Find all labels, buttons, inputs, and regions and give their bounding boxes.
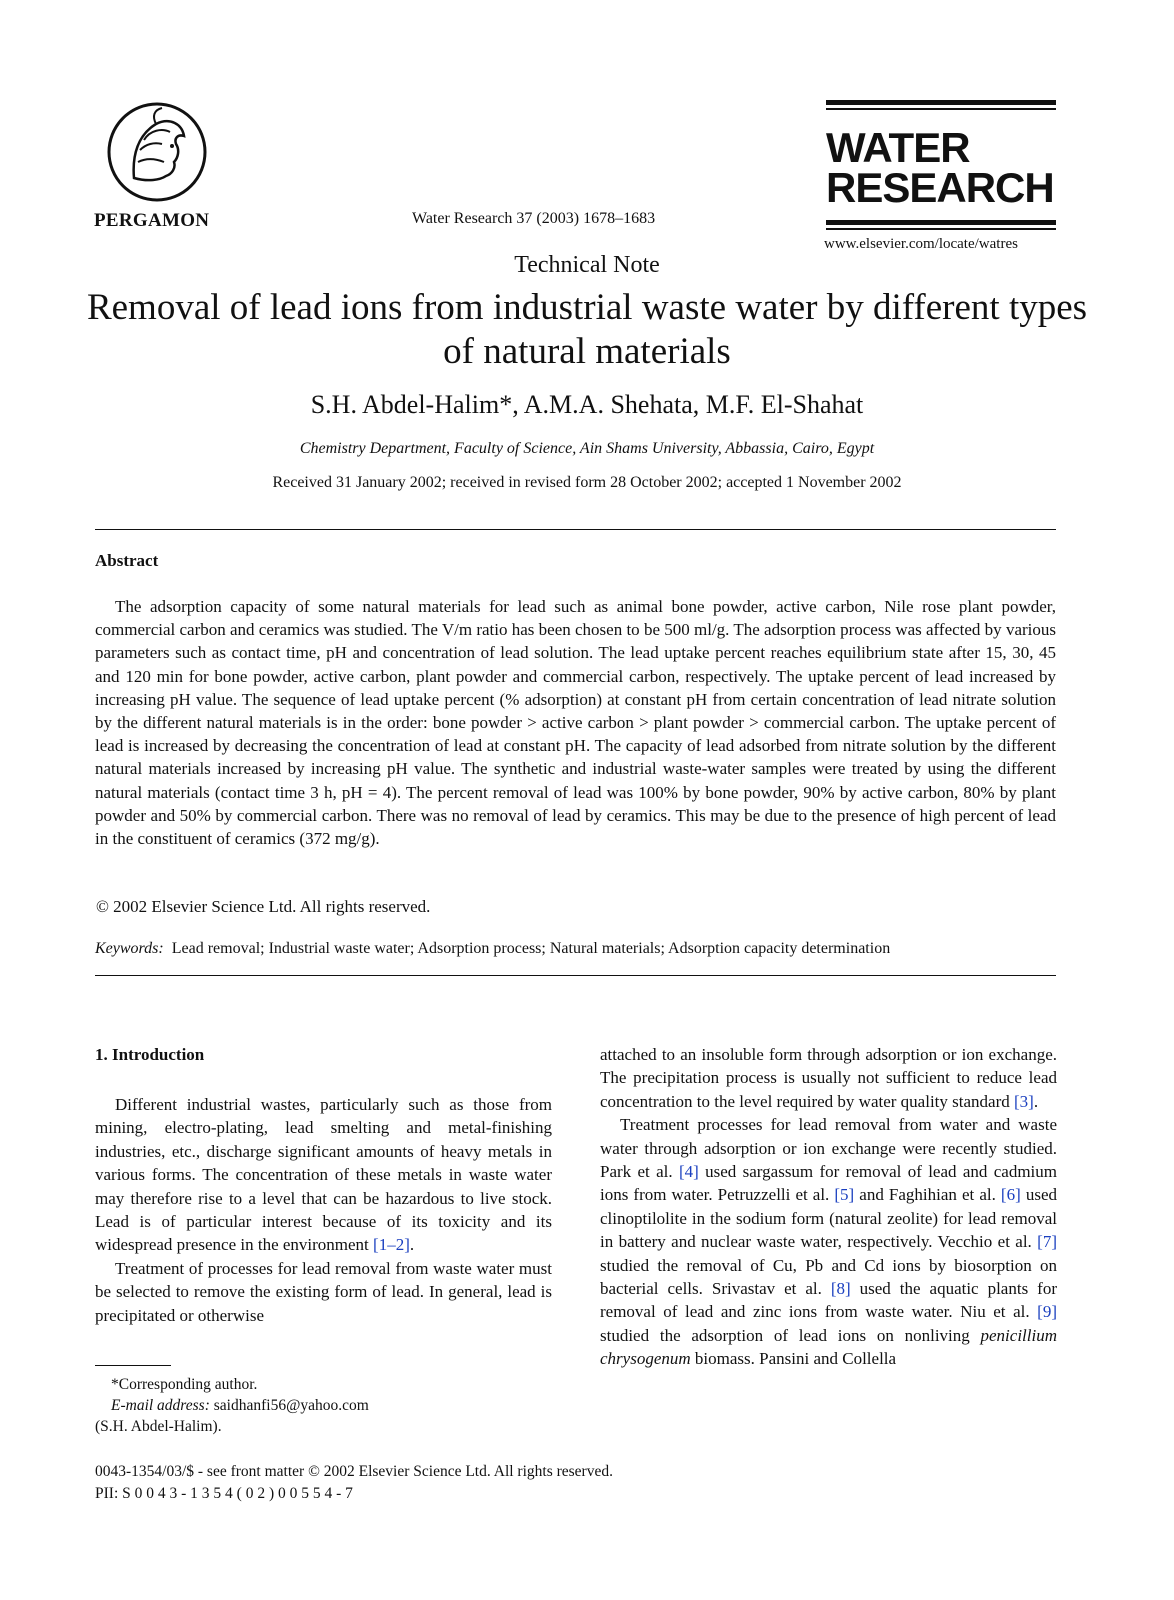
intro-paragraph-3 (600, 1043, 1057, 1113)
intro-p3-end: . (1033, 1091, 1039, 1111)
intro-paragraph-2: Treatment of processes for lead removal from waste water must be selected to remove the existing form of lead. In general, lead is precipitated or otherwise (95, 1258, 552, 1325)
footnote-corresponding: *Corresponding author. (111, 1376, 258, 1393)
abstract-bottom-rule (95, 975, 1056, 976)
intro-p1-text: Different industrial wastes, particularly such as those from mining, electro-plating, lead smelting and metal-finishing industries, etc., discharge significant amounts of heavy metals in various forms. The concentration of these metals in waste water may therefore rise to a level that can be hazardous to live stock. Lead is of particular interest because of its toxicity and its widespread presence in the environment (95, 1095, 552, 1255)
intro-p4-f: used the aquatic plants for removal of lead and zinc ions from waste water. Niu et al. (600, 1279, 1057, 1322)
citation-link-5[interactable]: [5] (834, 1185, 855, 1205)
masthead-rule-top (826, 100, 1056, 105)
journal-citation: Water Research 37 (2003) 1678–1683 (412, 210, 656, 227)
abstract-copyright: © 2002 Elsevier Science Ltd. All rights reserved. (96, 897, 431, 916)
citation-link-7[interactable]: [7] (1037, 1232, 1057, 1252)
keywords (95, 940, 890, 958)
citation-link-4[interactable]: [4] (678, 1162, 699, 1182)
journal-name-line1: WATER (826, 124, 970, 171)
intro-p1-end: . (409, 1235, 415, 1255)
citation-link-9[interactable]: [9] (1037, 1302, 1057, 1322)
intro-p4-d: used clinoptilolite in the sodium form (natural zeolite) for lead removal in battery and nuclear waste water, respectively. Vecchio et al. (600, 1185, 1057, 1252)
journal-name-line2: RESEARCH (826, 164, 1054, 211)
journal-url-link[interactable]: www.elsevier.com/locate/watres (824, 236, 1018, 252)
article-title: Removal of lead ions from industrial waste water by different types of natural materials (86, 287, 1088, 372)
footer-issn-line: 0043-1354/03/$ - see front matter © 2002 Elsevier Science Ltd. All rights reserved. (95, 1463, 613, 1480)
corresponding-author-footnote (95, 1374, 369, 1437)
abstract-heading: Abstract (95, 551, 159, 570)
abstract-text: The adsorption capacity of some natural materials for lead such as animal bone powder, active carbon, Nile rose plant powder, commercial carbon and ceramics was studied. The V/m ratio has been chosen to be 500 ml/g. The adsorption process was affected by various parameters such as contact time, pH and concentration of lead solution. The lead uptake percent reaches equilibrium state after 15, 30, 45 and 120 min for bone powder, active carbon, plant powder and commercial carbon, respectively. The uptake percent of lead increased by increasing pH value. The sequence of lead uptake percent (% adsorption) at constant pH from certain concentration of lead nitrate solution by the different natural materials is in the order: bone powder > active carbon > plant powder > commercial carbon. The uptake percent of lead is increased by decreasing the concentration of lead at constant pH. The capacity of lead adsorbed from nitrate solution by the different natural materials increased by increasing pH value. The synthetic and industrial waste-water samples were treated by using the different natural materials (contact time 3 h, pH = 4). The percent removal of lead was 100% by bone powder, 90% by active carbon, 80% by plant powder and 50% by commercial carbon. There was no removal of lead by ceramics. This may be due to the presence of high percent of lead in the constituent of ceramics (372 mg/g). (95, 597, 1056, 849)
journal-name (826, 124, 1056, 211)
masthead-rule-bottom (826, 220, 1056, 225)
footer-pii-line: PII: S 0 0 4 3 - 1 3 5 4 ( 0 2 ) 0 0 5 5 4 - 7 (95, 1485, 353, 1502)
citation-link-8[interactable]: [8] (830, 1279, 851, 1299)
intro-p4-e: studied the removal of Cu, Pb and Cd ions by biosorption on bacterial cells. Srivastav et al. (600, 1255, 1057, 1299)
footnote-email[interactable]: saidhanfi56@yahoo.com (213, 1397, 369, 1414)
footnote-email-line (95, 1395, 369, 1416)
masthead-rule-bottom-thin (826, 228, 1056, 230)
intro-p3-text: attached to an insoluble form through adsorption or ion exchange. The precipitation process is usually not sufficient to reduce lead concentration to the level required by water quality standard (600, 1045, 1057, 1111)
abstract-top-rule (95, 529, 1056, 530)
publisher-name: PERGAMON (94, 210, 210, 231)
intro-paragraph-4 (600, 1113, 1057, 1370)
keywords-text: Lead removal; Industrial waste water; Adsorption process; Natural materials; Adsorption capacity determination (171, 940, 891, 957)
intro-paragraph-1 (95, 1093, 552, 1257)
page-footer (95, 1461, 613, 1505)
footnote-name: (S.H. Abdel-Halim). (95, 1418, 222, 1435)
citation-link-6[interactable]: [6] (1000, 1185, 1021, 1205)
intro-p4-c: and Faghihian et al. (854, 1185, 1001, 1205)
article-authors: S.H. Abdel-Halim*, A.M.A. Shehata, M.F. El-Shahat (310, 390, 864, 419)
author-affiliation: Chemistry Department, Faculty of Science, Ain Shams University, Abbassia, Cairo, Egypt (299, 440, 875, 457)
keywords-label: Keywords: (95, 940, 164, 957)
intro-p4-a: Treatment processes for lead removal from water and waste water through adsorption or ion exchange were recently studied. Park et al. (600, 1115, 1057, 1182)
journal-masthead (826, 100, 1056, 230)
publisher-logo (104, 100, 210, 204)
species-name: penicillium chrysogenum (600, 1325, 1057, 1369)
footnote-email-label: E-mail address: (111, 1397, 210, 1414)
citation-link-1-2[interactable]: [1–2] (373, 1235, 410, 1255)
body-right-column (600, 1043, 1057, 1371)
article-dates: Received 31 January 2002; received in revised form 28 October 2002; accepted 1 November 2002 (272, 474, 902, 491)
intro-p4-h: biomass. Pansini and Collella (690, 1349, 897, 1369)
article-type: Technical Note (514, 252, 660, 278)
body-left-column (95, 1093, 552, 1327)
intro-p4-b: used sargassum for removal of lead and cadmium ions from water. Petruzzelli et al. (600, 1162, 1057, 1205)
citation-link-3[interactable]: [3] (1014, 1091, 1034, 1111)
masthead-rule-top-thin (826, 108, 1056, 110)
footnote-rule (95, 1365, 171, 1366)
intro-p4-g: studied the adsorption of lead ions on nonliving (600, 1325, 981, 1345)
section-heading-introduction: 1. Introduction (95, 1045, 205, 1064)
